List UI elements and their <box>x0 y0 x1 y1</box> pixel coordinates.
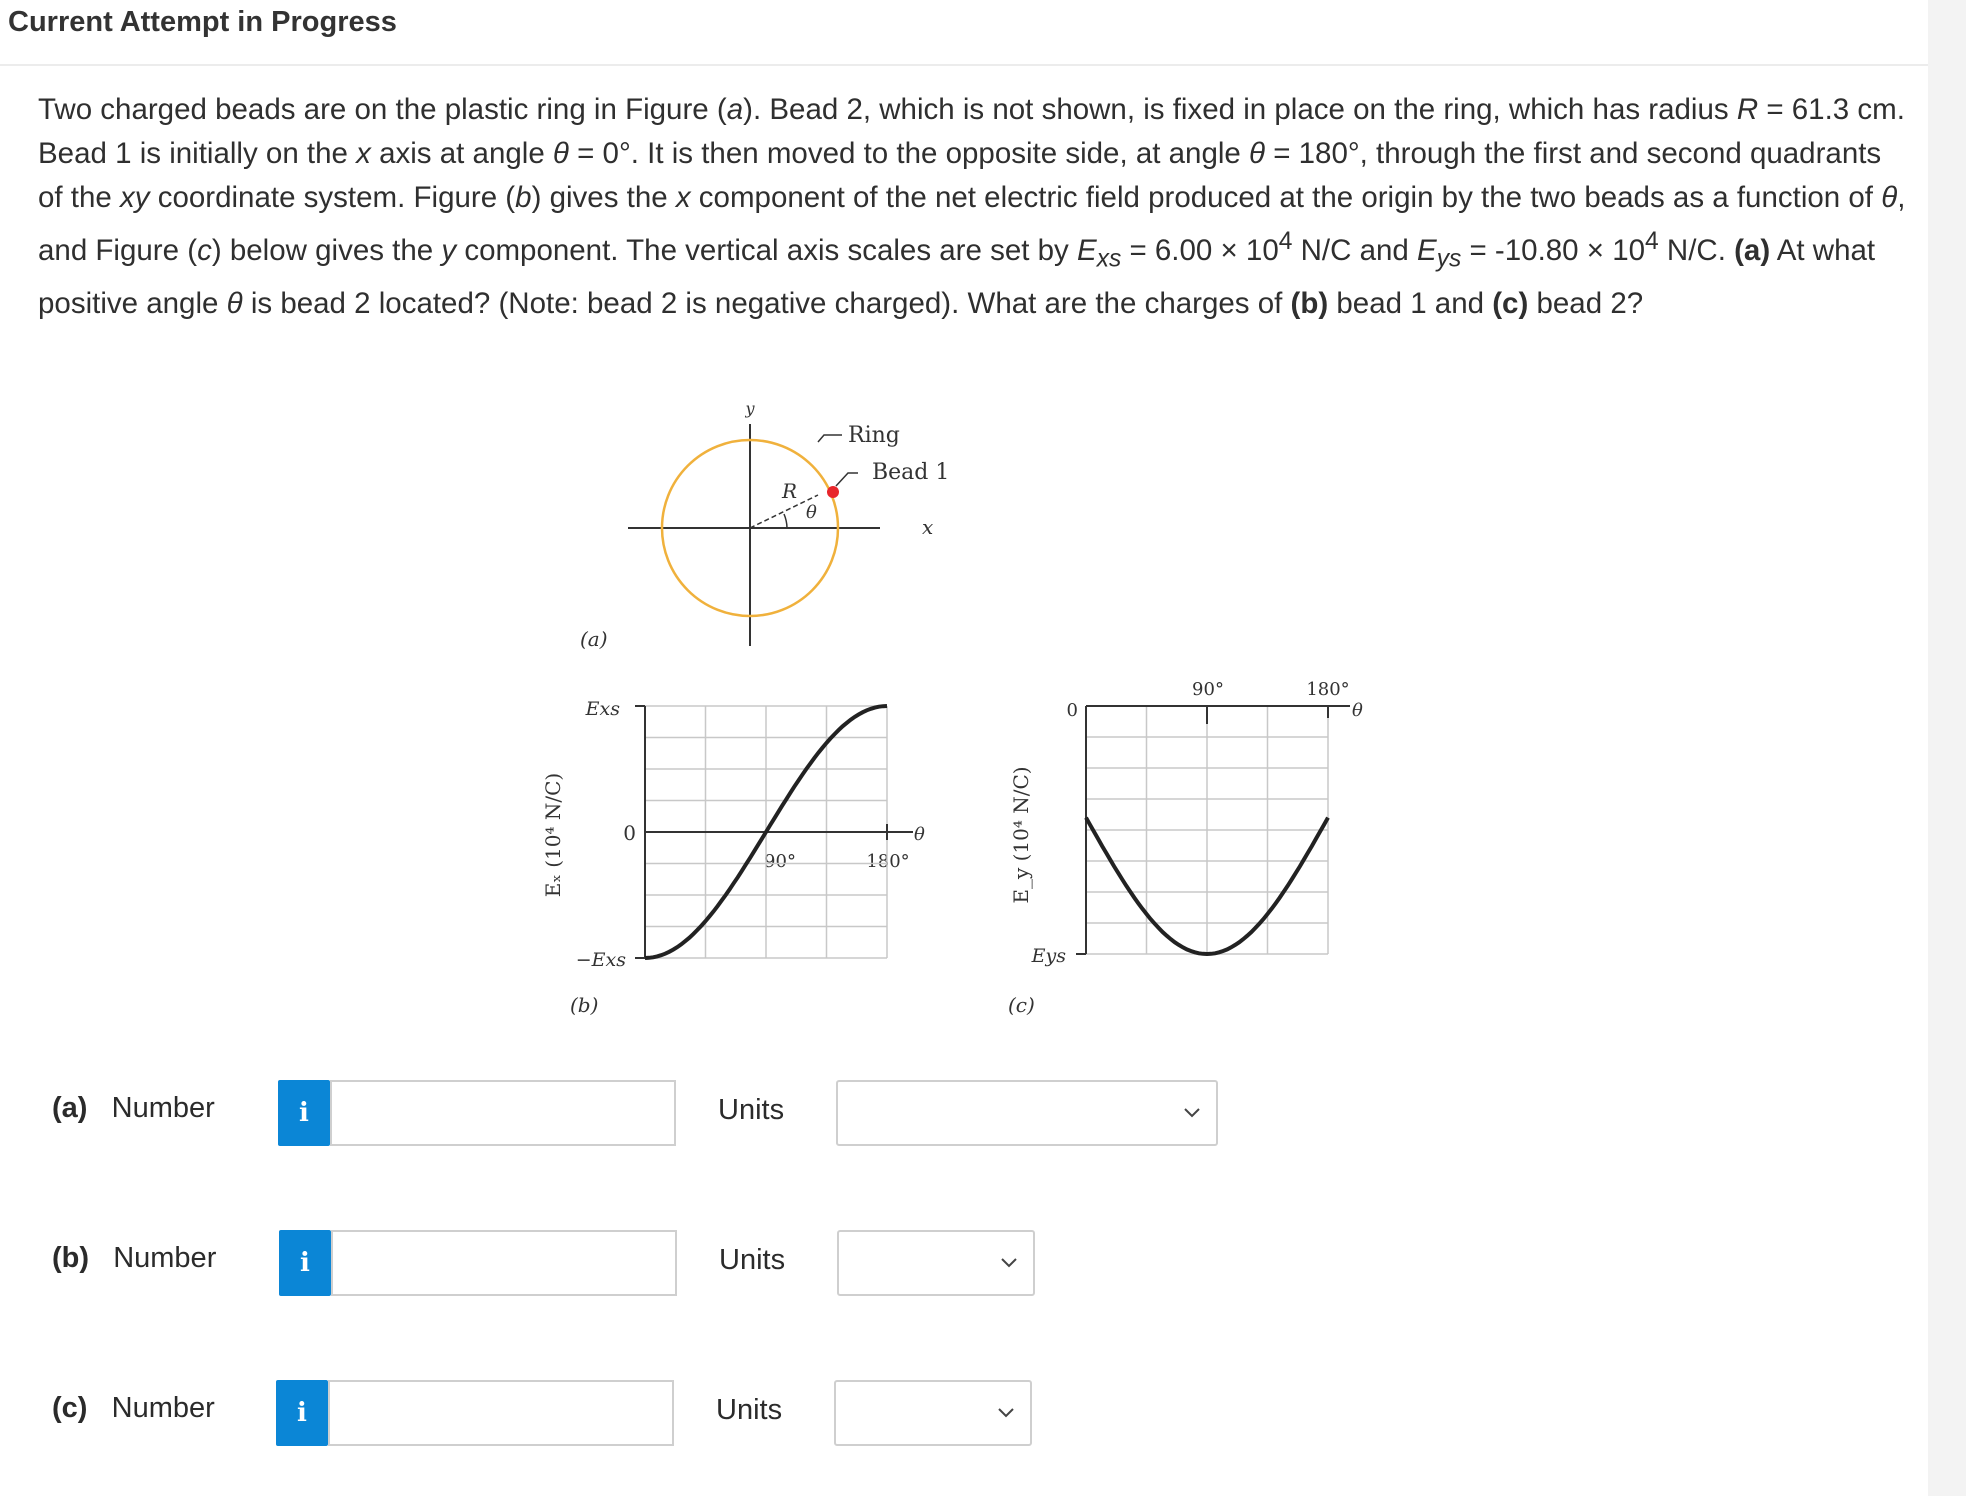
q-part: (c) <box>1492 286 1529 320</box>
q-text: ) gives the <box>531 181 676 214</box>
info-button[interactable]: i <box>279 1230 331 1296</box>
fig-a-ring-label: Ring <box>848 423 900 448</box>
q-var: xy <box>120 181 150 214</box>
fig-a-bead-label: Bead 1 <box>872 460 950 485</box>
fig-a-caption: (a) <box>580 627 608 651</box>
q-text: = 61.3 cm. Bead 1 is initially on the <box>38 93 1905 170</box>
fig-b-tick-180: 180° <box>866 851 910 872</box>
q-text: N/C. <box>1658 233 1735 267</box>
answer-c-number-input[interactable] <box>328 1380 674 1446</box>
fig-a-y-label: y <box>745 399 755 418</box>
q-text: axis at angle <box>370 137 553 170</box>
answer-b-number-input[interactable] <box>331 1230 677 1296</box>
fig-b-ylabel: Eₓ (10⁴ N/C) <box>541 772 565 898</box>
chevron-down-icon <box>999 1252 1019 1272</box>
q-text: component. The vertical axis scales are set by <box>456 233 1078 267</box>
bead-leader <box>836 473 858 486</box>
header-divider <box>0 64 1928 66</box>
q-var: θ <box>552 137 569 170</box>
chevron-down-icon <box>1182 1102 1202 1122</box>
fig-a-x-label: x <box>922 515 934 539</box>
theta-arc <box>784 514 787 528</box>
answer-c-label <box>52 1392 215 1425</box>
q-var: E <box>1077 233 1097 267</box>
page-gutter <box>1928 0 1966 1496</box>
number-label: Number <box>113 1242 217 1274</box>
q-text: ) below gives the <box>211 233 442 267</box>
q-var: b <box>515 181 532 214</box>
q-text: N/C and <box>1292 233 1418 267</box>
fig-b-bottom-tick: −Exs <box>575 949 626 971</box>
units-label: Units <box>718 1094 785 1126</box>
q-text: ). Bead 2, which is not shown, is fixed in place on the ring, which has radius <box>743 93 1737 126</box>
part-b-label: (b) <box>52 1242 90 1274</box>
figure-b <box>541 698 925 1017</box>
info-button[interactable]: i <box>276 1380 328 1446</box>
q-var: R <box>1736 93 1759 126</box>
fig-c-caption: (c) <box>1008 993 1035 1017</box>
figure-a <box>580 399 949 651</box>
answer-b-label <box>52 1242 216 1275</box>
fig-b-theta: θ <box>914 824 925 845</box>
figure-c <box>1008 679 1363 1017</box>
fig-c-theta: θ <box>1352 700 1363 721</box>
q-var: E <box>1417 233 1437 267</box>
q-text: At what positive angle <box>38 233 1876 320</box>
q-var: x <box>356 137 371 170</box>
q-var: θ <box>226 286 243 320</box>
q-text: = 0°. It is then moved to the opposite side, at angle <box>568 137 1250 170</box>
fig-a-R-label: R <box>782 479 798 503</box>
q-var: θ <box>1249 137 1266 170</box>
fig-b-zero-tick: 0 <box>623 821 636 845</box>
answer-c-units-select[interactable] <box>834 1380 1032 1446</box>
answer-a-label <box>52 1092 215 1125</box>
question-text <box>38 88 1908 326</box>
info-button[interactable]: i <box>278 1080 330 1146</box>
fig-c-tick-90: 90° <box>1192 679 1224 700</box>
q-exp: 4 <box>1278 228 1293 255</box>
q-sub: ys <box>1436 245 1462 273</box>
q-text: , and Figure ( <box>38 181 1906 267</box>
q-var: a <box>726 93 744 126</box>
q-var: c <box>197 233 212 267</box>
fig-c-ylabel: E_y (10⁴ N/C) <box>1009 766 1033 904</box>
answer-a-number-input[interactable] <box>330 1080 676 1146</box>
fig-b-top-tick: Exs <box>585 698 620 720</box>
number-label: Number <box>111 1092 215 1124</box>
q-text: = -10.80 × 10 <box>1461 233 1646 267</box>
part-a-label: (a) <box>52 1092 88 1124</box>
q-var: θ <box>1881 181 1898 214</box>
q-text: is bead 2 located? (Note: bead 2 is negative charged). What are the charges of <box>242 286 1291 320</box>
part-c-label: (c) <box>52 1392 88 1424</box>
q-text: bead 2? <box>1528 286 1644 320</box>
ring-leader <box>818 435 842 442</box>
q-text: = 6.00 × 10 <box>1121 233 1279 267</box>
q-var: y <box>441 233 457 267</box>
q-var: x <box>675 181 691 214</box>
fig-b-tick-90: 90° <box>764 851 796 872</box>
units-label: Units <box>716 1394 783 1426</box>
answer-a-units-select[interactable] <box>836 1080 1218 1146</box>
page-title: Current Attempt in Progress <box>8 6 397 38</box>
q-part: (b) <box>1290 286 1329 320</box>
units-label: Units <box>719 1244 786 1276</box>
fig-c-tick-180: 180° <box>1306 679 1350 700</box>
answer-b-units-select[interactable] <box>837 1230 1035 1296</box>
q-sub: xs <box>1096 245 1122 273</box>
problem-figure <box>540 390 1380 1050</box>
q-text: bead 1 and <box>1328 286 1493 320</box>
number-label: Number <box>111 1392 215 1424</box>
chevron-down-icon <box>996 1402 1016 1422</box>
fig-c-zero-tick: 0 <box>1066 700 1078 721</box>
q-part: (a) <box>1734 233 1771 267</box>
q-text: = 180°, through the first and second quadrants of the <box>38 137 1882 214</box>
q-text: coordinate system. Figure ( <box>149 181 516 214</box>
fig-a-theta-label: θ <box>806 502 817 523</box>
fig-b-caption: (b) <box>570 993 599 1017</box>
q-exp: 4 <box>1645 228 1659 255</box>
bead-1-dot <box>827 486 839 498</box>
q-text: Two charged beads are on the plastic ring in Figure ( <box>38 93 727 126</box>
fig-c-bottom-tick: Eys <box>1031 945 1066 967</box>
q-text: component of the net electric field produced at the origin by the two beads as a function of <box>690 181 1882 214</box>
